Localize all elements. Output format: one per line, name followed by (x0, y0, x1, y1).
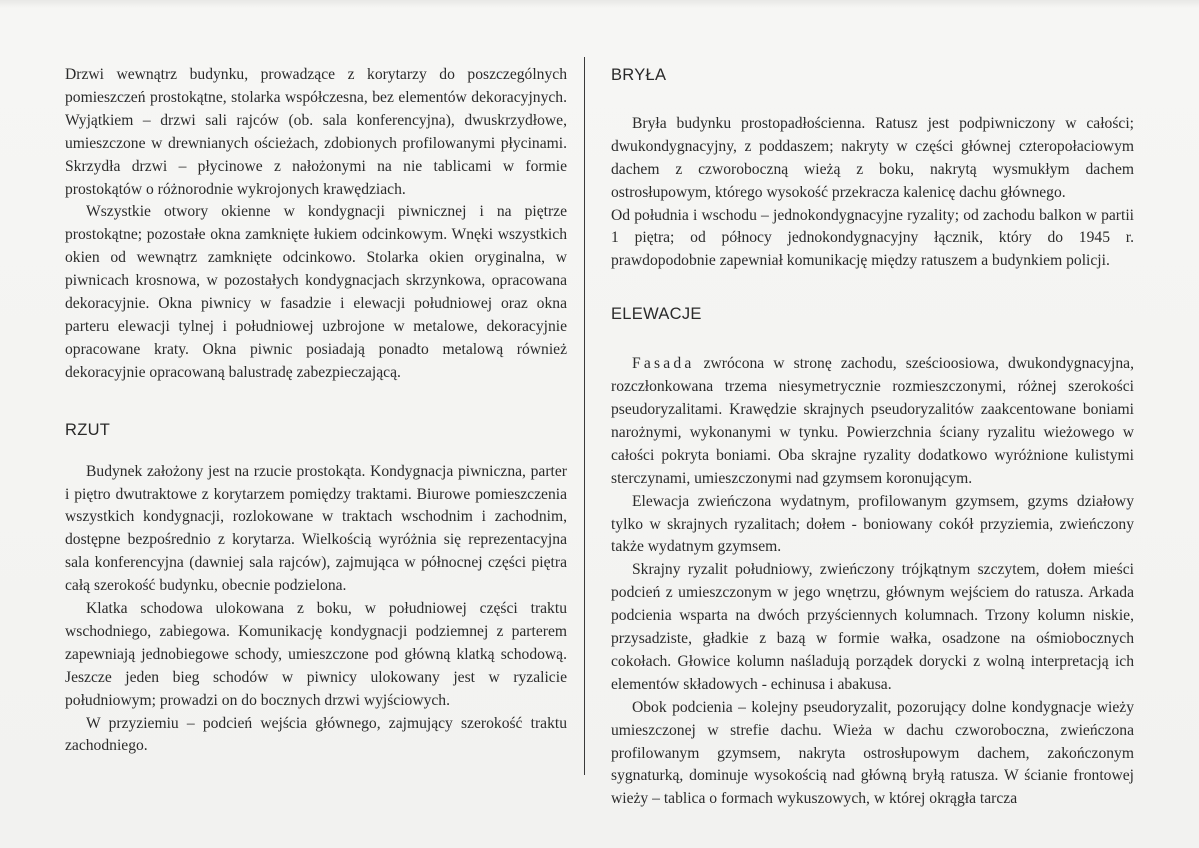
rzut-paragraph-1: Budynek założony jest na rzucie prostokąta. Kondygnacja piwniczna, parter i piętro dwutraktowe z korytarzem pomiędzy traktami. Biurowe pomieszczenia wszystkich kondygnacji, rozlokowane w traktach wschodnim i zachodnim, dostępne bezpośrednio z korytarza. Wielkością wyróżnia się reprezentacyjna sala konferencyjna (dawniej sala rajców), zajmująca w północnej części piętra całą szerokość budynku, obecnie podzielona. (65, 462, 567, 595)
elewacje-paragraph-2: Skrajny ryzalit południowy, zwieńczony trójkątnym szczytem, dołem mieści podcień z umieszczonym w jego wnętrzu, głównym wejściem do ratusza. Arkada podcienia wsparta na dwóch przyściennych kolumnach. Trzony kolumn niskie, przysadziste, gładkie z bazą w formie wałka, osadzone na ośmiobocznych cokołach. Głowice kolumn naśladują porządek dorycki z wolną interpretacją ich elementów składowych - echinusa i abakusa. (611, 561, 1134, 693)
intro-paragraph-2: Wszystkie otwory okienne w kondygnacji piwnicznej i na piętrze prostokątne; pozostałe okna zamknięte łukiem odcinkowym. Wnęki wszystkich okien od wewnątrz zamknięte odcinkowo. Stolarka okien oryginalna, w piwnicach krosnowa, w pozostałych kondygnacjach skrzynkowa, opracowana dekoracyjnie. Okna piwnicy w fasadzie i elewacji południowej oraz okna parteru elewacji tylnej i południowej uzbrojone w metalowe, dekoracyjnie opracowane kraty. Okna piwnic posiadają ponadto metalową również dekoracyjnie opracowaną balustradę zabezpieczającą. (65, 203, 567, 381)
rzut-paragraph-2: Klatka schodowa ulokowana z boku, w południowej części traktu wschodniego, zabiegowa. Komunikację kondygnacji podziemnej z parterem zapewniają jednobiegowe schody, umieszczone pod główną klatką schodową. Jeszcze jeden bieg schodów w piwnicy ulokowany jest w ryzalicie południowym; prowadzi on do bocznych drzwi wyjściowych. (65, 600, 567, 709)
right-column (611, 64, 1134, 811)
section-heading-bryla: BRYŁA (611, 66, 667, 84)
bryla-paragraph-2: Od południa i wschodu – jednokondygnacyjne ryzality; od zachodu balkon w partii 1 piętra; od północy jednokondygnacyjny łącznik, który do 1945 r. prawdopodobnie zapewniał komunikację między ratuszem a budynkiem policji. (611, 206, 1134, 270)
elewacje-paragraph-1: Elewacja zwieńczona wydatnym, profilowanym gzymsem, gzyms działowy tylko w skrajnych ryzalitach; dołem - boniowany cokół przyziemia, zwieńczony także wydatnym gzymsem. (611, 492, 1134, 556)
scan-edge (0, 0, 1199, 8)
left-column (65, 64, 567, 758)
bryla-paragraph-1: Bryła budynku prostopadłościenna. Ratusz jest podpiwniczony w całości; dwukondygnacyjny, z poddaszem; nakryty w części głównej czteropołaciowym dachem z czworoboczną wieżą z boku, nakrytą wysmukłym dachem ostrosłupowym, którego wysokość przekracza kalenicę dachu głównego. (611, 114, 1134, 201)
rzut-paragraph-3: W przyziemiu – podcień wejścia głównego, zajmujący szerokość traktu zachodniego. (65, 714, 567, 755)
section-heading-elewacje: ELEWACJE (611, 305, 702, 324)
fasada-text: zwrócona w stronę zachodu, sześcioosiowa, dwukondygnacyjna, rozczłonkowana trzema niesymetrycznie rozmieszczonymi, różnej szerokości pseudoryzalitami. Krawędzie skrajnych pseudoryzalitów zaakcentowane boniami narożnymi, wykonanymi w tynku. Powierzchnia ściany ryzalitu wieżowego w całości pokryta boniami. Oba skrajne ryzality dodatkowo wyróżnione kulistymi sterczynami, umieszczonymi nad gzymsem koronującym. (611, 355, 1134, 487)
fasada-paragraph (611, 353, 1134, 490)
column-divider (584, 57, 585, 775)
fasada-word: Fasada (632, 355, 695, 373)
section-heading-rzut: RZUT (65, 420, 111, 439)
elewacje-paragraph-3: Obok podcienia – kolejny pseudoryzalit, pozorujący dolne kondygnacje wieży umieszczonej w strefie dachu. Wieża w dachu czworoboczna, zwieńczona profilowanym gzymsem, nakryta ostrosłupowym dachem, zakończonym sygnaturką, dominuje wysokością nad główną bryłą ratusza. W ścianie frontowej wieży – tablica o formach wykuszowych, w której okrągła tarcza (611, 698, 1134, 808)
intro-paragraph-1: Drzwi wewnątrz budynku, prowadzące z korytarzy do poszczególnych pomieszczeń prostokątne, stolarka współczesna, bez elementów dekoracyjnych. Wyjątkiem – drzwi sali rajców (ob. sala konferencyjna), dwuskrzydłowe, umieszczone w drewnianych ościeżach, zdobionych profilowanymi płycinami. Skrzydła drzwi – płycinowe z nałożonymi na nie tablicami w formie prostokątów o różnorodnie wykrojonych krawędziach. (65, 66, 567, 198)
